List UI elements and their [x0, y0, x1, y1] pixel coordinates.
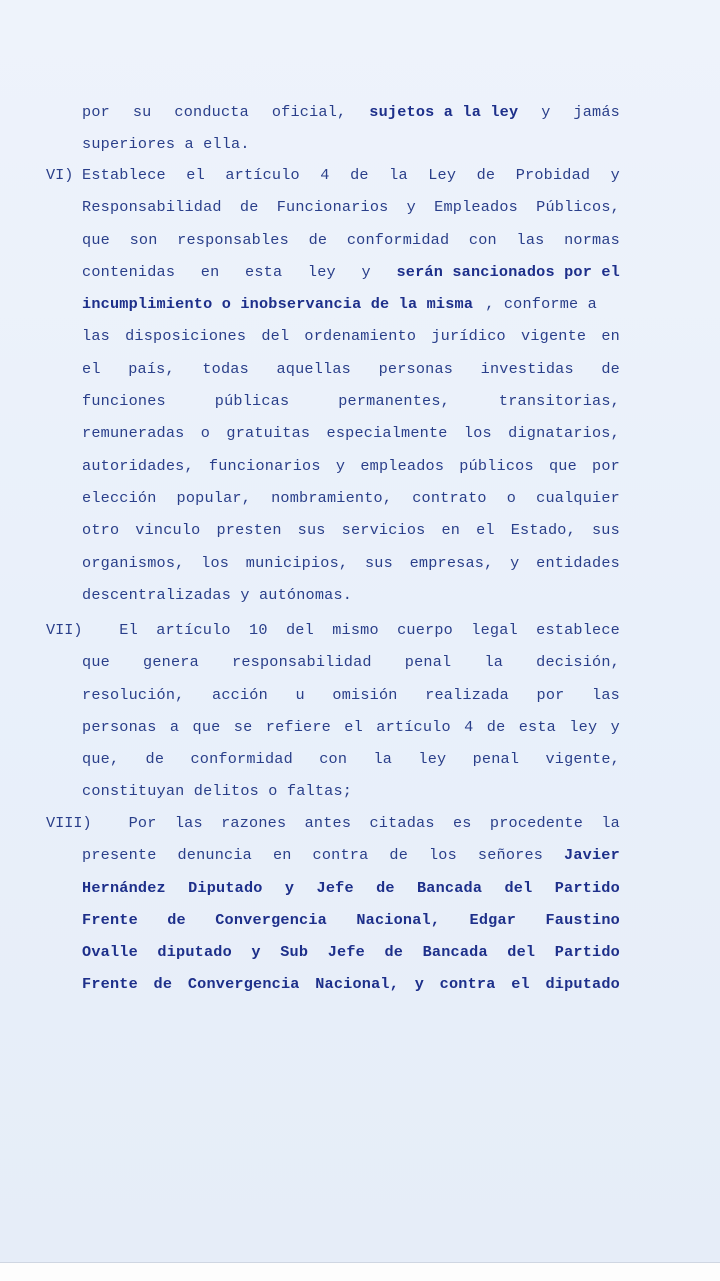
text-span: que — [192, 717, 221, 736]
bold-text: Edgar — [469, 910, 517, 929]
text-line — [82, 128, 620, 160]
text-span: popular, — [176, 488, 252, 507]
text-span: vinculo — [135, 521, 201, 540]
text-span: superiores a ella. — [82, 135, 250, 154]
text-span: servicios — [341, 521, 426, 540]
bold-text: Bancada — [422, 943, 488, 962]
text-span: de — [239, 198, 259, 217]
bold-text: Javier — [564, 846, 620, 865]
text-span: conducta — [174, 103, 249, 121]
text-span: aquellas — [276, 359, 351, 378]
bold-text: diputado — [545, 975, 620, 994]
text-span: conformidad — [190, 750, 293, 769]
text-span: normas — [564, 230, 620, 249]
text-span: los — [201, 553, 230, 572]
text-span: o — [200, 424, 211, 443]
text-span: del — [261, 327, 290, 346]
text-span: personas — [82, 717, 157, 736]
bold-text: y — [251, 943, 261, 962]
text-span: denuncia — [177, 846, 252, 865]
paragraph-continuation — [82, 96, 620, 161]
text-line — [82, 711, 620, 743]
text-span: artículo — [156, 621, 231, 639]
text-span: razones — [221, 814, 287, 832]
text-span: y — [610, 166, 620, 184]
text-span: y — [541, 103, 551, 121]
text-span: con — [319, 750, 348, 769]
text-line — [82, 353, 620, 385]
text-span: funciones — [82, 392, 166, 411]
text-span: , conforme a — [485, 295, 597, 314]
paragraph-number-viii: VIII) — [46, 814, 92, 832]
text-span: por — [82, 103, 110, 121]
text-span: de — [476, 166, 496, 184]
text-span: en — [200, 262, 220, 281]
text-span: ley — [307, 262, 336, 281]
bold-text: del — [504, 878, 533, 897]
text-span: presten — [216, 521, 282, 540]
text-span: y — [335, 456, 346, 475]
bold-text: Diputado — [188, 878, 263, 897]
text-span: empresas, — [409, 553, 494, 572]
text-span: todas — [202, 359, 249, 378]
text-span: 4 — [464, 717, 474, 736]
text-span: citadas — [369, 814, 435, 832]
text-span: remuneradas — [82, 424, 185, 443]
text-span: que, — [82, 750, 120, 769]
text-span: descentralizadas y autónomas. — [82, 585, 353, 604]
text-span: acción — [212, 685, 268, 704]
bold-text: Faustino — [545, 910, 620, 929]
text-span: contra — [312, 846, 369, 865]
text-span: el — [476, 521, 495, 540]
text-span: oficial, — [271, 103, 347, 121]
text-span: y — [406, 198, 416, 217]
text-span: el — [186, 166, 205, 184]
text-span: decisión, — [536, 653, 620, 672]
text-span: sus — [364, 553, 393, 572]
text-span: vigente, — [545, 750, 620, 769]
text-line — [82, 385, 620, 417]
bold-text: del — [507, 943, 536, 962]
text-span: contenidas — [82, 262, 176, 281]
text-span: señores — [477, 846, 544, 865]
bold-text: Convergencia — [187, 975, 300, 994]
text-span: que — [82, 230, 110, 249]
bold-text: contra — [439, 975, 496, 994]
text-span: los — [463, 424, 492, 443]
bold-text: Partido — [554, 878, 620, 897]
text-line — [82, 514, 620, 546]
text-span: Establece — [82, 166, 166, 184]
text-span: establece — [536, 621, 620, 639]
bold-text: y — [284, 878, 295, 897]
text-line — [82, 839, 620, 871]
text-span: penal — [472, 750, 520, 769]
bold-text: diputado — [157, 943, 232, 962]
text-span: 4 — [320, 166, 330, 184]
text-span: elección — [82, 488, 157, 507]
text-span: gratuitas — [226, 424, 311, 443]
text-line — [82, 320, 620, 352]
text-span: Ley — [428, 166, 457, 184]
text-line — [82, 224, 620, 256]
text-span: cualquier — [536, 488, 620, 507]
bold-text: Sub — [280, 943, 309, 962]
text-span: penal — [404, 653, 452, 672]
paragraph-viii — [82, 807, 620, 1001]
text-line — [82, 288, 620, 320]
text-line — [82, 417, 620, 449]
text-span: se — [233, 717, 253, 736]
text-span: del — [285, 621, 314, 639]
paragraph-number-vii: VII) — [46, 621, 83, 639]
bold-text: de — [376, 878, 395, 897]
text-span: por — [536, 685, 565, 704]
text-span: funcionarios — [208, 456, 321, 475]
text-span: los — [428, 846, 457, 865]
text-span: Públicos, — [536, 198, 620, 217]
text-span: otro — [82, 521, 120, 540]
bold-text: de — [167, 910, 186, 929]
text-line — [82, 191, 620, 223]
text-span: son — [129, 230, 158, 249]
text-span: la — [389, 166, 408, 184]
text-line — [82, 96, 620, 128]
text-line — [82, 679, 620, 711]
text-line — [82, 450, 620, 482]
text-span: artículo — [225, 166, 300, 184]
text-line — [82, 807, 620, 839]
text-span: resolución, — [82, 685, 185, 704]
text-span: públicos — [459, 456, 534, 475]
bold-text: Hernández — [82, 878, 166, 897]
text-span: genera — [143, 653, 199, 672]
text-span: el — [344, 717, 363, 736]
text-span: que — [82, 653, 110, 672]
text-span: nombramiento, — [271, 488, 393, 507]
text-span: vigente — [521, 327, 587, 346]
text-span: disposiciones — [125, 327, 247, 346]
text-line — [82, 159, 620, 191]
text-span: jamás — [573, 103, 620, 121]
text-span: constituyan delitos o faltas; — [82, 782, 353, 801]
text-span: presente — [82, 846, 157, 865]
text-line — [82, 775, 620, 807]
text-line — [82, 547, 620, 579]
text-span: jurídico — [431, 327, 506, 346]
text-span: con — [468, 230, 497, 249]
text-span: ley — [418, 750, 447, 769]
text-span: El — [82, 621, 138, 639]
text-line — [82, 256, 620, 288]
text-line — [82, 968, 620, 1000]
bold-text: Ovalle — [82, 943, 138, 962]
bold-text: Jefe — [316, 878, 354, 897]
paragraph-number-vi: VI) — [46, 166, 74, 184]
text-span: de — [145, 750, 165, 769]
bold-text: de — [153, 975, 173, 994]
bold-text: incumplimiento o inobservancia de la misma — [82, 295, 474, 314]
text-line — [82, 646, 620, 678]
bold-text: Bancada — [416, 878, 483, 897]
text-span: personas — [378, 359, 454, 378]
text-span: u — [295, 685, 305, 704]
bold-text: Convergencia — [215, 910, 327, 929]
text-span: Empleados — [434, 198, 518, 217]
text-span: mismo — [332, 621, 379, 639]
text-span: el — [82, 359, 101, 378]
bold-text: el — [511, 975, 530, 994]
text-span: antes — [304, 814, 352, 832]
text-span: o — [506, 488, 517, 507]
text-span: en — [272, 846, 292, 865]
bold-text: Partido — [554, 943, 620, 962]
text-span: de — [308, 230, 328, 249]
paragraph-vii — [82, 614, 620, 808]
bold-text: Frente — [82, 975, 138, 994]
text-span: en — [441, 521, 461, 540]
text-span: conformidad — [346, 230, 450, 249]
text-span: realizada — [425, 685, 509, 704]
text-span: cuerpo — [397, 621, 453, 639]
text-span: país, — [128, 359, 175, 378]
text-span: las — [82, 327, 110, 346]
text-line — [82, 482, 620, 514]
text-span: de — [389, 846, 409, 865]
text-span: la — [484, 653, 504, 672]
text-span: 10 — [249, 621, 268, 639]
text-span: procedente — [489, 814, 584, 832]
text-span: las — [592, 685, 620, 704]
text-span: públicas — [214, 392, 290, 411]
text-span: municipios, — [245, 553, 349, 572]
text-span: sus — [297, 521, 326, 540]
text-span: y — [510, 553, 520, 572]
text-span: de — [350, 166, 369, 184]
text-line — [82, 614, 620, 646]
text-span: autoridades, — [82, 456, 194, 475]
text-span: Por — [82, 814, 157, 832]
text-span: Probidad — [515, 166, 591, 184]
text-span: empleados — [360, 456, 445, 475]
text-span: Funcionarios — [276, 198, 389, 217]
text-span: especialmente — [326, 424, 448, 443]
text-span: la — [373, 750, 393, 769]
text-span: Estado, — [510, 521, 576, 540]
text-span: permanentes, — [338, 392, 450, 411]
text-span: es — [452, 814, 472, 832]
bold-text: y — [414, 975, 425, 994]
text-span: ley — [569, 717, 598, 736]
text-span: esta — [518, 717, 556, 736]
text-span: esta — [245, 262, 283, 281]
text-span: por — [592, 456, 620, 475]
text-span: a — [169, 717, 180, 736]
text-span: sus — [591, 521, 620, 540]
text-span: entidades — [536, 553, 620, 572]
text-span: y — [610, 717, 620, 736]
paragraph-vi — [82, 159, 620, 611]
text-span: su — [132, 103, 152, 121]
text-span: las — [174, 814, 203, 832]
text-span: responsables — [177, 230, 289, 249]
text-span: refiere — [265, 717, 331, 736]
text-line — [82, 936, 620, 968]
text-span: dignatarios, — [508, 424, 620, 443]
bottom-edge — [0, 1262, 720, 1281]
text-span: que — [548, 456, 577, 475]
text-span: omisión — [332, 685, 398, 704]
text-line — [82, 904, 620, 936]
text-span: artículo — [376, 717, 451, 736]
text-span: la — [601, 814, 620, 832]
text-line — [82, 579, 620, 611]
text-span: legal — [471, 621, 518, 639]
text-span: organismos, — [82, 553, 185, 572]
text-span: de — [486, 717, 506, 736]
bold-text: Nacional, — [315, 975, 400, 994]
bold-text: Jefe — [327, 943, 365, 962]
text-span: las — [516, 230, 545, 249]
text-span: contrato — [412, 488, 487, 507]
bold-text: de — [384, 943, 404, 962]
bold-text: Frente — [82, 910, 138, 929]
text-span: ordenamiento — [304, 327, 417, 346]
text-span: y — [361, 262, 371, 281]
bold-text: serán sancionados por el — [396, 262, 620, 281]
text-line — [82, 743, 620, 775]
text-span: de — [601, 359, 620, 378]
text-span: en — [601, 327, 620, 346]
bold-text: sujetos a la ley — [369, 103, 519, 121]
text-span: responsabilidad — [232, 653, 372, 672]
text-line — [82, 872, 620, 904]
text-span: investidas — [480, 359, 574, 378]
bold-text: Nacional, — [356, 910, 441, 929]
text-span: transitorias, — [498, 392, 620, 411]
text-span: Responsabilidad — [82, 198, 222, 217]
